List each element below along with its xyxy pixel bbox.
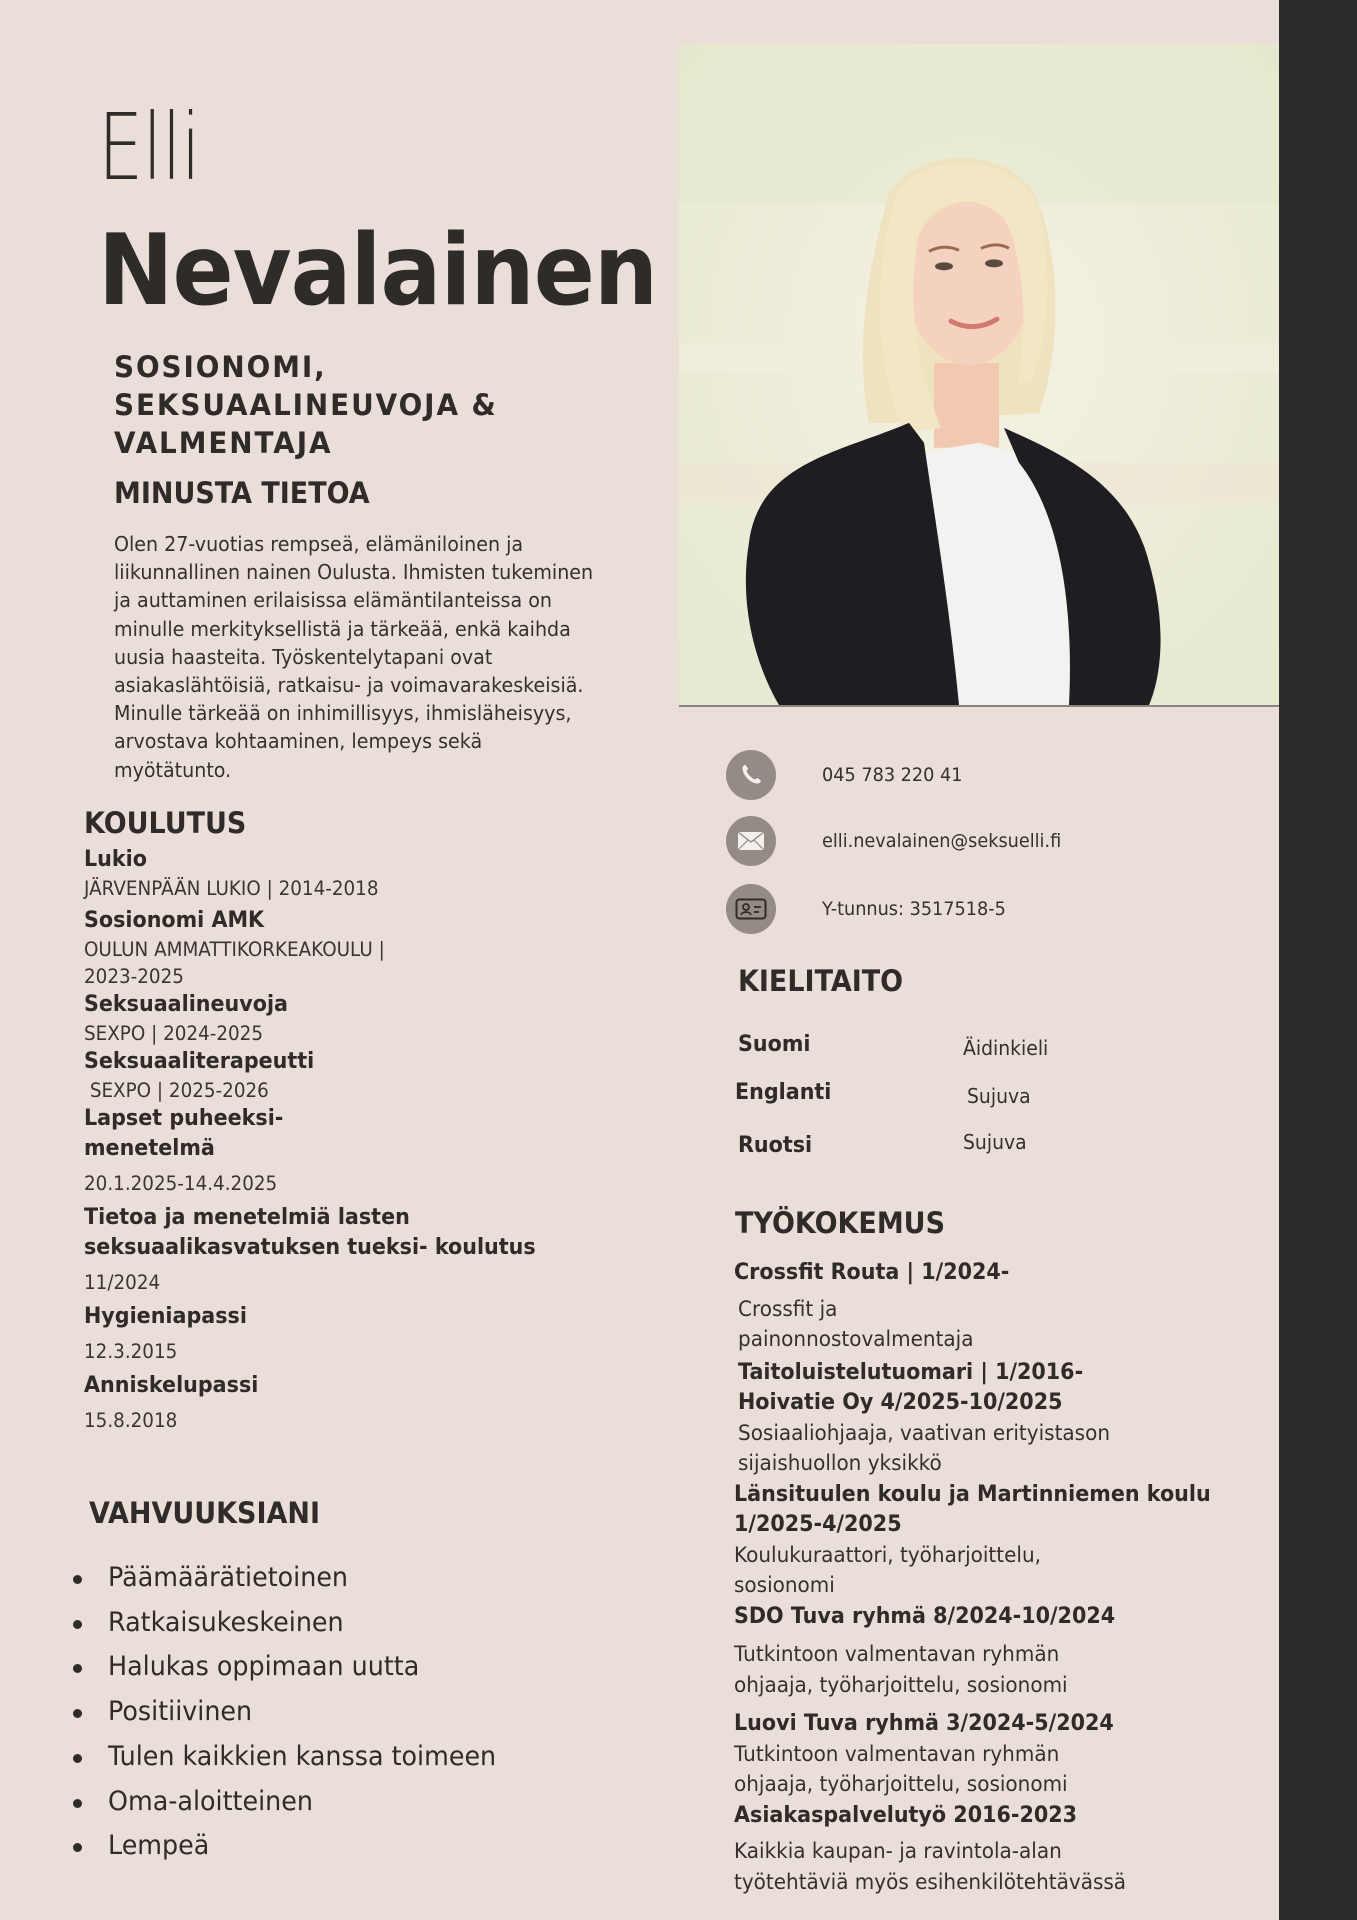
bullet-icon xyxy=(73,1575,82,1584)
job-title-line: VALMENTAJA xyxy=(114,426,333,460)
bullet-icon xyxy=(73,1664,82,1673)
strength-item xyxy=(70,1556,521,1601)
bullet-icon xyxy=(73,1799,82,1808)
language-name: Englanti xyxy=(735,1080,832,1105)
about-line: ja auttaminen erilaisissa elämäntilanteissa on xyxy=(114,588,552,613)
work-item xyxy=(734,1480,1254,1602)
language-level: Sujuva xyxy=(967,1084,1031,1108)
job-title-line: SOSIONOMI, xyxy=(114,350,327,384)
email-address[interactable]: elli.nevalainen@seksuelli.fi xyxy=(822,830,1062,852)
education-item xyxy=(84,1104,604,1197)
languages-heading: KIELITAITO xyxy=(738,964,904,998)
work-description: painonnostovalmentaja xyxy=(738,1327,974,1352)
about-line: arvostava kohtaaminen, lempeys sekä xyxy=(114,729,483,754)
work-item xyxy=(734,1709,1254,1801)
education-detail: 2023-2025 xyxy=(84,965,184,988)
strength-item xyxy=(70,1645,521,1690)
strength-label: Lempeä xyxy=(108,1830,210,1862)
work-description: Crossfit ja xyxy=(738,1296,838,1322)
strength-item xyxy=(70,1690,521,1735)
about-text xyxy=(114,530,607,784)
education-detail: 11/2024 xyxy=(84,1271,161,1294)
about-line: Minulle tärkeää on inhimillisyys, ihmisläheisyys, xyxy=(114,701,572,726)
job-title xyxy=(114,348,556,462)
work-list xyxy=(734,1258,1254,1898)
phone-icon xyxy=(726,750,776,800)
work-title: Crossfit Routa | 1/2024- xyxy=(734,1260,1010,1285)
education-title: menetelmä xyxy=(84,1136,215,1161)
work-description: Tutkintoon valmentavan ryhmän xyxy=(734,1741,1060,1767)
portrait-illustration xyxy=(679,44,1279,705)
language-level: Sujuva xyxy=(963,1130,1027,1154)
education-item xyxy=(84,1203,604,1296)
work-title: Taitoluistelutuomari | 1/2016- xyxy=(738,1359,1084,1385)
education-title: Hygieniapassi xyxy=(84,1304,247,1329)
side-stripe xyxy=(1279,0,1357,1920)
education-detail: JÄRVENPÄÄN LUKIO | 2014-2018 xyxy=(84,877,379,900)
work-item xyxy=(734,1801,1254,1899)
education-title: Anniskelupassi xyxy=(84,1373,259,1398)
education-detail: 15.8.2018 xyxy=(84,1409,178,1432)
work-title: Luovi Tuva ryhmä 3/2024-5/2024 xyxy=(734,1711,1114,1736)
strength-item xyxy=(70,1735,521,1780)
about-line: minulle merkityksellistä ja tärkeää, enkä kaihda xyxy=(114,616,571,641)
education-title: Sosionomi AMK xyxy=(84,908,265,933)
education-item xyxy=(84,990,604,1047)
education-item xyxy=(84,845,604,902)
work-title: Asiakaspalvelutyö 2016-2023 xyxy=(734,1802,1078,1828)
education-detail: SEXPO | 2024-2025 xyxy=(84,1022,263,1045)
work-title: Hoivatie Oy 4/2025-10/2025 xyxy=(738,1390,1063,1415)
bullet-icon xyxy=(73,1843,82,1852)
work-item xyxy=(738,1358,1254,1389)
education-title: Lukio xyxy=(84,847,147,872)
work-description: työtehtäviä myös esihenkilötehtävässä xyxy=(734,1869,1127,1895)
about-line: myötätunto. xyxy=(114,757,232,782)
work-item xyxy=(738,1388,1254,1480)
work-description: Sosiaaliohjaaja, vaativan erityistason xyxy=(738,1420,1110,1446)
work-description: Koulukuraattori, työharjoittelu, xyxy=(734,1542,1041,1568)
strength-label: Päämäärätietoinen xyxy=(108,1562,349,1593)
strength-item xyxy=(70,1824,521,1869)
about-line: liikunnallinen nainen Oulusta. Ihmisten tukeminen xyxy=(114,560,594,585)
language-name: Ruotsi xyxy=(738,1133,813,1158)
about-line: uusia haasteita. Työskentelytapani ovat xyxy=(114,644,493,669)
about-line: asiakaslähtöisiä, ratkaisu- ja voimavarakeskeisiä. xyxy=(114,673,584,698)
education-detail: SEXPO | 2025-2026 xyxy=(84,1079,269,1102)
education-heading: KOULUTUS xyxy=(84,806,247,840)
work-description: Tutkintoon valmentavan ryhmän xyxy=(734,1642,1060,1667)
mail-icon xyxy=(726,816,776,866)
contact-phone xyxy=(726,749,1246,801)
first-name: Elli xyxy=(98,94,201,201)
contact-business-id xyxy=(726,883,1246,935)
education-title: Seksuaalineuvoja xyxy=(84,992,288,1017)
phone-number[interactable]: 045 783 220 41 xyxy=(822,764,963,786)
job-title-line: SEKSUAALINEUVOJA & xyxy=(114,388,498,422)
bullet-icon xyxy=(73,1754,82,1763)
work-title: SDO Tuva ryhmä 8/2024-10/2024 xyxy=(734,1603,1116,1629)
education-detail: 20.1.2025-14.4.2025 xyxy=(84,1172,278,1195)
work-description: ohjaaja, työharjoittelu, sosionomi xyxy=(734,1672,1068,1698)
strength-item xyxy=(70,1780,521,1825)
work-description: sijaishuollon yksikkö xyxy=(738,1451,942,1476)
education-title: Lapset puheeksi- xyxy=(84,1106,284,1131)
portrait-photo xyxy=(679,44,1279,707)
education-title: seksuaalikasvatuksen tueksi- koulutus xyxy=(84,1235,536,1260)
contact-email xyxy=(726,815,1246,867)
bullet-icon xyxy=(73,1620,82,1629)
id-card-icon xyxy=(726,884,776,934)
education-item xyxy=(84,906,604,990)
work-description: Kaikkia kaupan- ja ravintola-alan xyxy=(734,1839,1062,1864)
strength-label: Halukas oppimaan uutta xyxy=(108,1651,420,1683)
about-heading: MINUSTA TIETOA xyxy=(114,476,370,510)
about-line: Olen 27-vuotias rempseä, elämäniloinen ja xyxy=(114,532,524,556)
last-name: Nevalainen xyxy=(98,214,658,328)
strengths-list xyxy=(70,1556,521,1869)
strength-label: Ratkaisukeskeinen xyxy=(108,1606,344,1638)
education-detail: 12.3.2015 xyxy=(84,1340,178,1363)
strength-label: Oma-aloitteinen xyxy=(108,1785,313,1817)
work-item xyxy=(734,1602,1254,1702)
education-title: Seksuaaliterapeutti xyxy=(84,1049,315,1074)
strengths-heading: VAHVUUKSIANI xyxy=(89,1496,321,1530)
bullet-icon xyxy=(73,1709,82,1718)
strength-item xyxy=(70,1601,521,1646)
language-level: Äidinkieli xyxy=(963,1036,1049,1060)
education-item xyxy=(84,1371,604,1434)
education-title: Tietoa ja menetelmiä lasten xyxy=(84,1205,410,1230)
education-item xyxy=(84,1302,604,1365)
education-item xyxy=(84,1047,604,1104)
education-list xyxy=(84,845,604,1434)
education-detail: OULUN AMMATTIKORKEAKOULU | xyxy=(84,938,385,961)
language-name: Suomi xyxy=(738,1032,811,1057)
work-description: sosionomi xyxy=(734,1573,835,1598)
work-title: Länsituulen koulu ja Martinniemen koulu xyxy=(734,1481,1211,1507)
strength-label: Tulen kaikkien kanssa toimeen xyxy=(108,1740,497,1772)
work-title: 1/2025-4/2025 xyxy=(734,1512,902,1537)
strength-label: Positiivinen xyxy=(108,1696,253,1728)
work-item xyxy=(734,1258,1254,1356)
work-description: ohjaaja, työharjoittelu, sosionomi xyxy=(734,1772,1068,1797)
business-id: Y-tunnus: 3517518-5 xyxy=(822,898,1006,920)
work-heading: TYÖKOKEMUS xyxy=(735,1206,946,1240)
